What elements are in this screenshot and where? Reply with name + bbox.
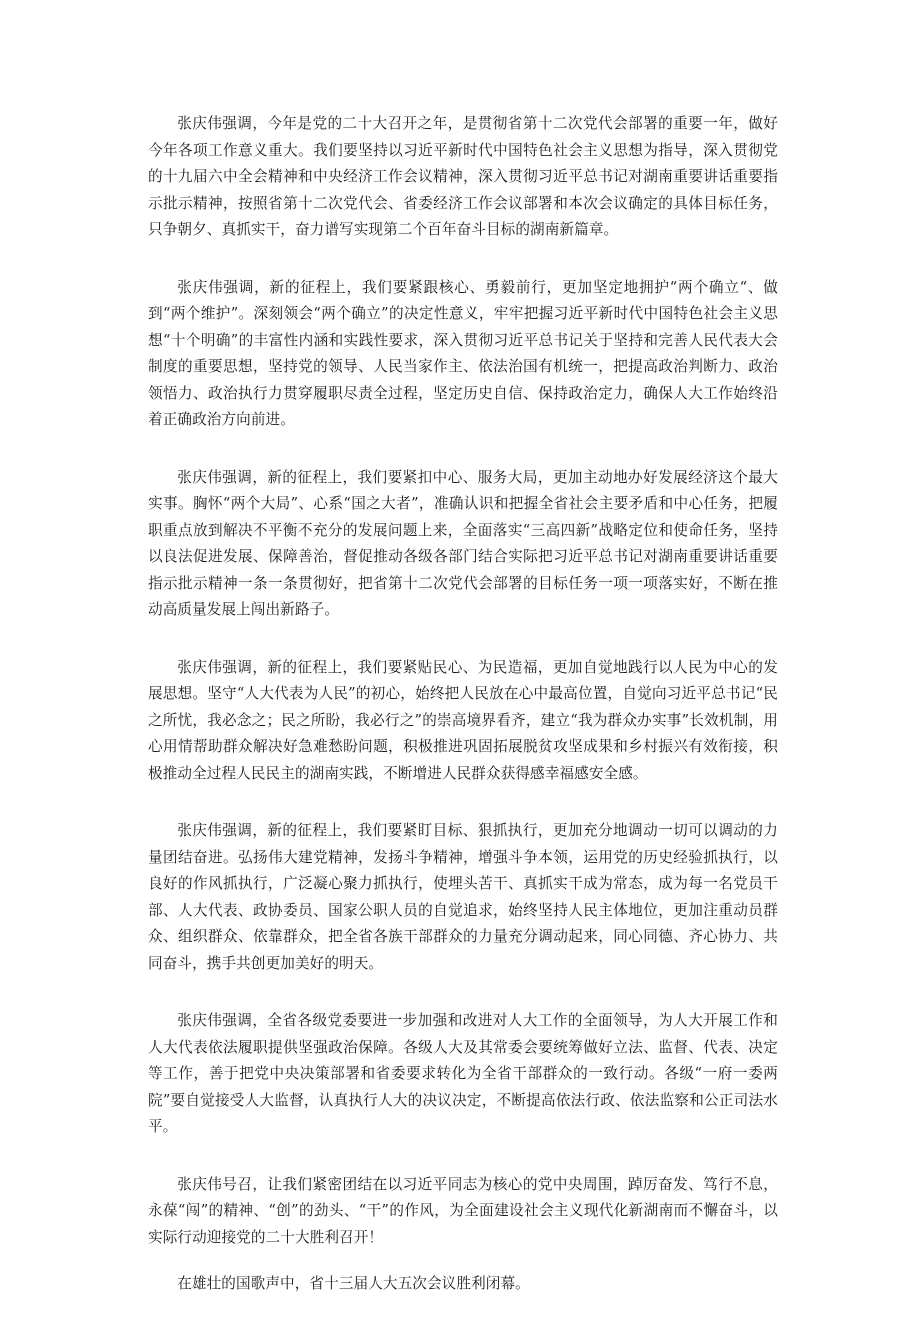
document-body xyxy=(148,111,778,1329)
paragraph-4: 张庆伟强调，新的征程上，我们要紧贴民心、为民造福，更加自觉地践行以人民为中心的发展思想。坚守“人大代表为人民”的初心，始终把人民放在心中最高位置，自觉向习近平总书记“民之所忧，我必念之；民之所盼，我必行之”的崇高境界看齐，建立“我为群众办实事”长效机制，用心用情帮助群众解决好急难愁盼问题，积极推进巩固拓展脱贫攻坚成果和乡村振兴有效衔接，积极推动全过程人民民主的湖南实践，不断增进人民群众获得感幸福感安全感。 xyxy=(148,658,778,782)
paragraph-5: 张庆伟强调，新的征程上，我们要紧盯目标、狠抓执行，更加充分地调动一切可以调动的力量团结奋进。弘扬伟大建党精神，发扬斗争精神，增强斗争本领，运用党的历史经验抓执行，以良好的作风抓执行，广泛凝心聚力抓执行，使埋头苦干、真抓实干成为常态，成为每一名党员干部、人大代表、政协委员、国家公职人员的自觉追求，始终坚持人民主体地位，更加注重动员群众、组织群众、依靠群众，把全省各族干部群众的力量充分调动起来，同心同德、齐心协力、共同奋斗，携手共创更加美好的明天。 xyxy=(148,822,778,972)
paragraph-7: 张庆伟号召，让我们紧密团结在以习近平同志为核心的党中央周围，踔厉奋发、笃行不息，永葆“闯”的精神、“创”的劲头、“干”的作风，为全面建设社会主义现代化新湖南而不懈奋斗，以实际行动迎接党的二十大胜利召开！ xyxy=(148,1175,778,1246)
paragraph-6: 张庆伟强调，全省各级党委要进一步加强和改进对人大工作的全面领导，为人大开展工作和人大代表依法履职提供坚强政治保障。各级人大及其常委会要统筹做好立法、监督、代表、决定等工作，善于把党中央决策部署和省委要求转化为全省干部群众的一致行动。各级“一府一委两院”要自觉接受人大监督，认真执行人大的决议决定，不断提高依法行政、依法监察和公正司法水平。 xyxy=(148,1012,778,1135)
paragraph-8: 在雄壮的国歌声中，省十三届人大五次会议胜利闭幕。 xyxy=(177,1275,530,1292)
paragraph-3: 张庆伟强调，新的征程上，我们要紧扣中心、服务大局，更加主动地办好发展经济这个最大实事。胸怀“两个大局”、心系“国之大者”，准确认识和把握全省社会主要矛盾和中心任务，把履职重点放到解决不平衡不充分的发展问题上来，全面落实“三高四新”战略定位和使命任务，坚持以良法促进发展、保障善治，督促推动各级各部门结合实际把习近平总书记对湖南重要讲话重要指示批示精神一条一条贯彻好，把省第十二次党代会部署的目标任务一项一项落实好，不断在推动高质量发展上闯出新路子。 xyxy=(148,468,778,618)
paragraph-2: 张庆伟强调，新的征程上，我们要紧跟核心、勇毅前行，更加坚定地拥护“两个确立“、做到“两个维护”。深刻领会“两个确立”的决定性意义，牢牢把握习近平新时代中国特色社会主义思想“十个明确”的丰富性内涵和实践性要求，深入贯彻习近平总书记关于坚持和完善人民代表大会制度的重要思想，坚持党的领导、人民当家作主、依法治国有机统一，把提高政治判断力、政治领悟力、政治执行力贯穿履职尽责全过程，坚定历史自信、保持政治定力，确保人大工作始终沿着正确政治方向前进。 xyxy=(148,278,778,428)
paragraph-1: 张庆伟强调，今年是党的二十大召开之年，是贯彻省第十二次党代会部署的重要一年，做好今年各项工作意义重大。我们要坚持以习近平新时代中国特色社会主义思想为指导，深入贯彻党的十九届六中全会精神和中央经济工作会议精神，深入贯彻习近平总书记对湖南重要讲话重要指示批示精神，按照省第十二次党代会、省委经济工作会议部署和本次会议确定的具体目标任务，只争朝夕、真抓实干，奋力谱写实现第二个百年奋斗目标的湖南新篇章。 xyxy=(148,115,778,238)
